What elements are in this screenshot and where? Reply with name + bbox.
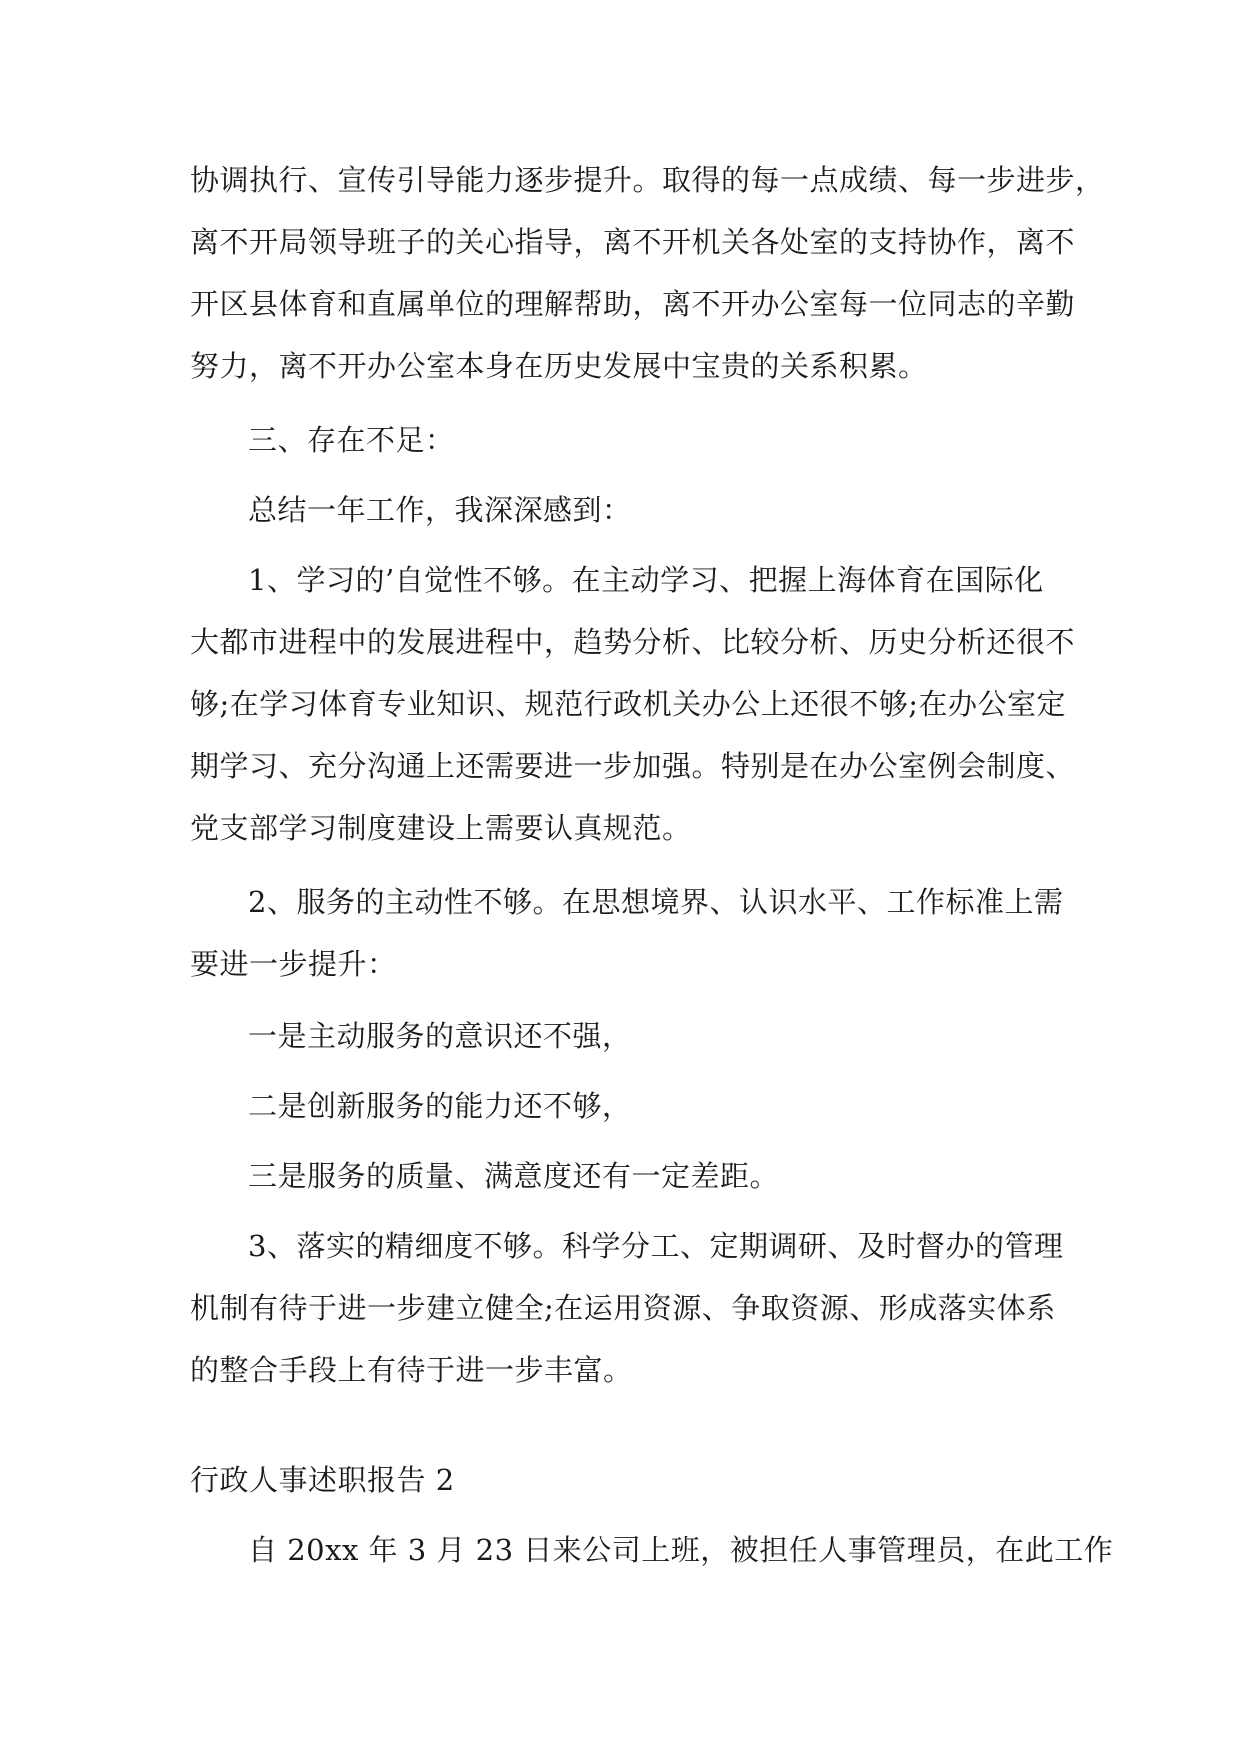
report-body-line: 自 20xx 年 3 月 23 日来公司上班，被担任人事管理员，在此工作 [248,1533,1114,1567]
sub-item: 二是创新服务的能力还不够， [248,1089,632,1123]
body-text-line: 离不开局领导班子的关心指导，离不开机关各处室的支持协作，离不 [190,225,1076,259]
body-text-line: 开区县体育和直属单位的理解帮助，离不开办公室每一位同志的辛勤 [190,287,1076,321]
item-2-line: 要进一步提升： [190,947,397,981]
item-1-line: 够;在学习体育专业知识、规范行政机关办公上还很不够;在办公室定 [190,687,1067,721]
sub-item: 三是服务的质量、满意度还有一定差距。 [248,1159,780,1193]
item-1-line: 1、学习的’自觉性不够。在主动学习、把握上海体育在国际化 [248,563,1044,597]
section-heading: 三、存在不足： [248,423,455,457]
item-1-line: 期学习、充分沟通上还需要进一步加强。特别是在办公室例会制度、 [190,749,1076,783]
item-1-line: 党支部学习制度建设上需要认真规范。 [190,811,692,845]
sub-item: 一是主动服务的意识还不强， [248,1019,632,1053]
item-3-line: 3、落实的精细度不够。科学分工、定期调研、及时督办的管理 [248,1229,1064,1263]
item-3-line: 机制有待于进一步建立健全;在运用资源、争取资源、形成落实体系 [190,1291,1056,1325]
report-title: 行政人事述职报告 2 [190,1463,455,1497]
body-text-line: 努力，离不开办公室本身在历史发展中宝贵的关系积累。 [190,349,928,383]
intro-text: 总结一年工作，我深深感到： [248,493,632,527]
body-text-line: 协调执行、宣传引导能力逐步提升。取得的每一点成绩、每一步进步， [190,163,1105,197]
item-1-line: 大都市进程中的发展进程中，趋势分析、比较分析、历史分析还很不 [190,625,1076,659]
item-2-line: 2、服务的主动性不够。在思想境界、认识水平、工作标准上需 [248,885,1064,919]
item-3-line: 的整合手段上有待于进一步丰富。 [190,1353,633,1387]
